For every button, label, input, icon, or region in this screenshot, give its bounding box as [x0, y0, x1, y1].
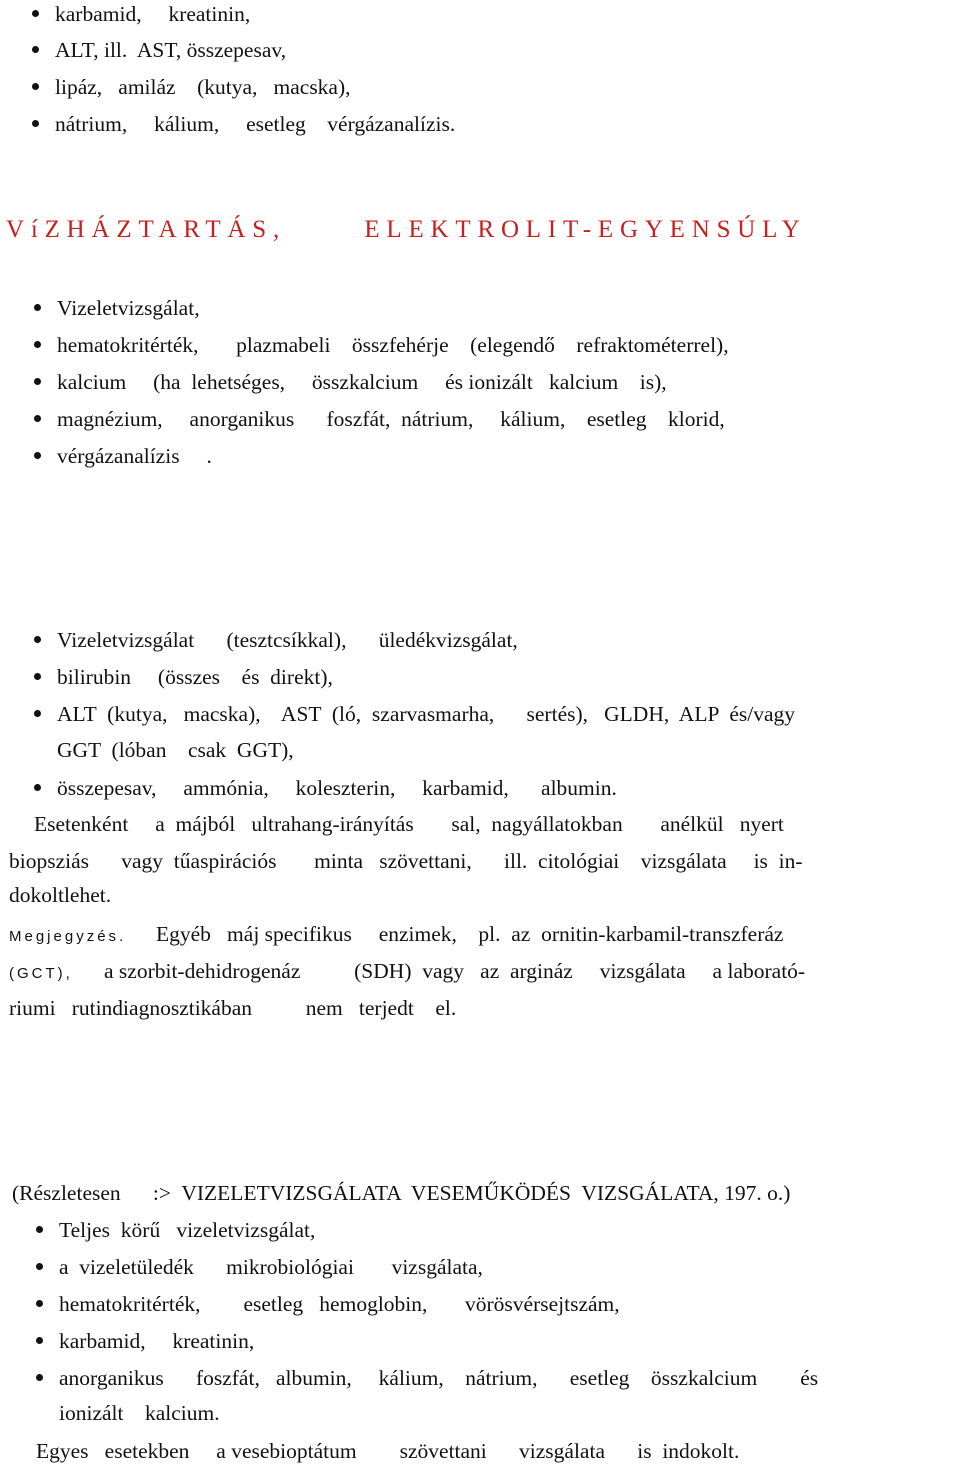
note-line: riumi rutindiagnosztikában nem terjedt el. — [9, 996, 457, 1020]
section-heading: VíZHÁZTARTÁS, ELEKTROLIT-EGYENSÚLY — [6, 216, 807, 243]
bullet-icon — [34, 452, 41, 459]
reference-line: (Részletesen :> VIZELETVIZSGÁLATA VESEMŰKÖDÉS VIZSGÁLATA, 197. o.) — [12, 1181, 791, 1205]
bullet-icon — [34, 415, 41, 422]
list-item: anorganikus foszfát, albumin, kálium, nátrium, esetleg összkalcium és — [59, 1366, 819, 1390]
list-item: ALT (kutya, macska), AST (ló, szarvasmarha, sertés), GLDH, ALP és/vagy — [57, 702, 796, 726]
list-item: Vizeletvizsgálat, — [57, 296, 200, 320]
bullet-icon — [36, 1263, 43, 1270]
bullet-icon — [34, 378, 41, 385]
list-item: összepesav, ammónia, koleszterin, karbamid, albumin. — [57, 776, 617, 800]
bullet-icon — [34, 784, 41, 791]
bullet-icon — [34, 304, 41, 311]
list-item: karbamid, kreatinin, — [59, 1329, 255, 1353]
bullet-icon — [36, 1226, 43, 1233]
bullet-icon — [36, 1300, 43, 1307]
list-item: Teljes körű vizeletvizsgálat, — [59, 1218, 316, 1242]
list-item: karbamid, kreatinin, — [55, 2, 251, 26]
paragraph-line: biopsziás vagy tűaspirációs minta szövettani, ill. citológiai vizsgálata is in- — [9, 849, 803, 873]
note-line: Egyéb máj specifikus enzimek, pl. az ornitin-karbamil-transzferáz — [156, 922, 784, 946]
list-item: ALT, ill. AST, összepesav, — [55, 38, 287, 62]
list-item: hematokritérték, plazmabeli összfehérje (elegendő refraktométerrel), — [57, 333, 729, 357]
list-item: lipáz, amiláz (kutya, macska), — [55, 75, 351, 99]
list-item: magnézium, anorganikus foszfát, nátrium, kálium, esetleg klorid, — [57, 407, 725, 431]
note-line: a szorbit-dehidrogenáz (SDH) vagy az argináz vizsgálata a laborató- — [104, 959, 806, 983]
list-item: Vizeletvizsgálat (tesztcsíkkal), üledékvizsgálat, — [57, 628, 518, 652]
paragraph-line: Esetenként a májból ultrahang-irányítás sal, nagyállatokban anélkül nyert — [34, 812, 784, 836]
list-item: bilirubin (összes és direkt), — [57, 665, 333, 689]
list-item: hematokritérték, esetleg hemoglobin, vörösvérsejtszám, — [59, 1292, 620, 1316]
bullet-icon — [32, 83, 39, 90]
paragraph-line: dokoltlehet. — [9, 883, 112, 907]
bullet-icon — [34, 636, 41, 643]
note-label: Megjegyzés. — [9, 928, 127, 945]
list-item-continuation: GGT (lóban csak GGT), — [57, 738, 294, 762]
list-item: a vizeletüledék mikrobiológiai vizsgálata, — [59, 1255, 483, 1279]
bullet-icon — [34, 710, 41, 717]
bullet-icon — [34, 673, 41, 680]
note-abbreviation: (GCT), — [9, 965, 73, 982]
list-item: nátrium, kálium, esetleg vérgázanalízis. — [55, 112, 456, 136]
list-item-continuation: ionizált kalcium. — [59, 1401, 220, 1425]
bullet-icon — [32, 46, 39, 53]
final-line: Egyes esetekben a vesebioptátum szövettani vizsgálata is indokolt. — [36, 1439, 740, 1463]
bullet-icon — [32, 120, 39, 127]
bullet-icon — [32, 10, 39, 17]
bullet-icon — [34, 341, 41, 348]
bullet-icon — [36, 1337, 43, 1344]
bullet-icon — [36, 1374, 43, 1381]
list-item: kalcium (ha lehetséges, összkalcium és ionizált kalcium is), — [57, 370, 667, 394]
list-item: vérgázanalízis . — [57, 444, 212, 468]
